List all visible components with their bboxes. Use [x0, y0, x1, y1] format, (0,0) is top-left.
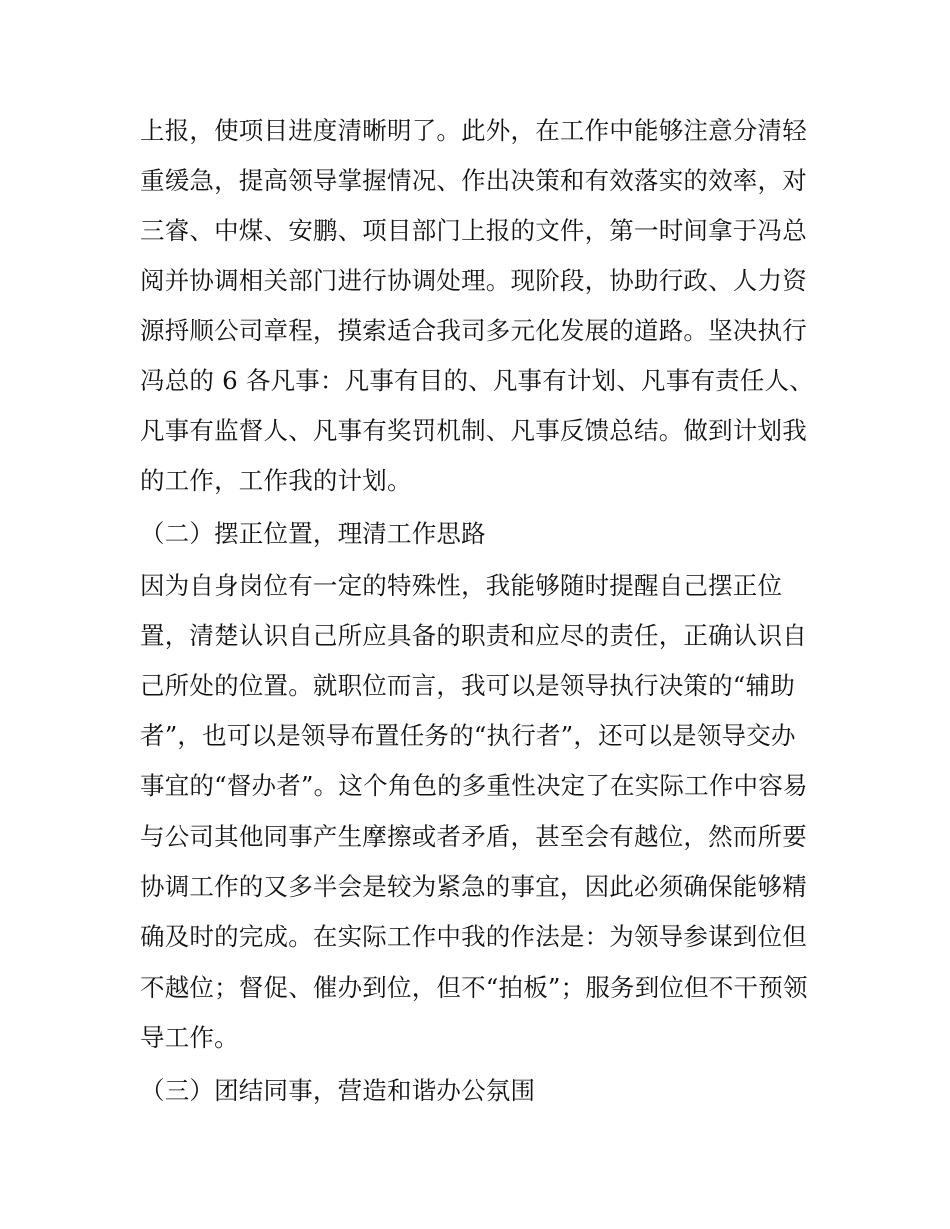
paragraph-line: 己所处的位置。就职位而言，我可以是领导执行决策的“辅助 — [140, 671, 795, 700]
paragraph-line: 不越位；督促、催办到位，但不“拍板”；服务到位但不干预领 — [140, 973, 808, 1002]
paragraph-line: 确及时的完成。在实际工作中我的作法是：为领导参谋到位但 — [140, 922, 807, 951]
paragraph-line: 事宜的“督办者”。这个角色的多重性决定了在实际工作中容易 — [140, 771, 808, 800]
section-heading: （二）摆正位置，理清工作思路 — [140, 519, 486, 548]
paragraph-line: 冯总的 6 各凡事：凡事有目的、凡事有计划、凡事有责任人、 — [140, 366, 814, 395]
paragraph-line: 置，清楚认识自己所应具备的职责和应尽的责任，正确认识自 — [140, 621, 807, 650]
paragraph-line: 凡事有监督人、凡事有奖罚机制、凡事反馈总结。做到计划我 — [140, 416, 807, 445]
section-heading: （三）团结同事，营造和谐办公氛围 — [140, 1076, 536, 1105]
paragraph-line: 与公司其他同事产生摩擦或者矛盾，甚至会有越位，然而所要 — [140, 822, 807, 851]
paragraph-line: 因为自身岗位有一定的特殊性，我能够随时提醒自己摆正位 — [140, 571, 783, 600]
paragraph-line: 阅并协调相关部门进行协调处理。现阶段，协助行政、人力资 — [140, 266, 807, 295]
paragraph-line: 三睿、中煤、安鹏、项目部门上报的文件，第一时间拿于冯总 — [140, 216, 807, 245]
paragraph-line: 者”，也可以是领导布置任务的“执行者”，还可以是领导交办 — [140, 721, 796, 750]
paragraph-line: 重缓急，提高领导掌握情况、作出决策和有效落实的效率，对 — [140, 166, 807, 195]
paragraph-line: 上报，使项目进度清晰明了。此外，在工作中能够注意分清轻 — [140, 116, 807, 145]
paragraph-line: 源捋顺公司章程，摸索适合我司多元化发展的道路。坚决执行 — [140, 316, 807, 345]
paragraph-line: 导工作。 — [140, 1023, 239, 1052]
paragraph-line: 的工作，工作我的计划。 — [140, 466, 412, 495]
paragraph-line: 协调工作的又多半会是较为紧急的事宜，因此必须确保能够精 — [140, 872, 807, 901]
